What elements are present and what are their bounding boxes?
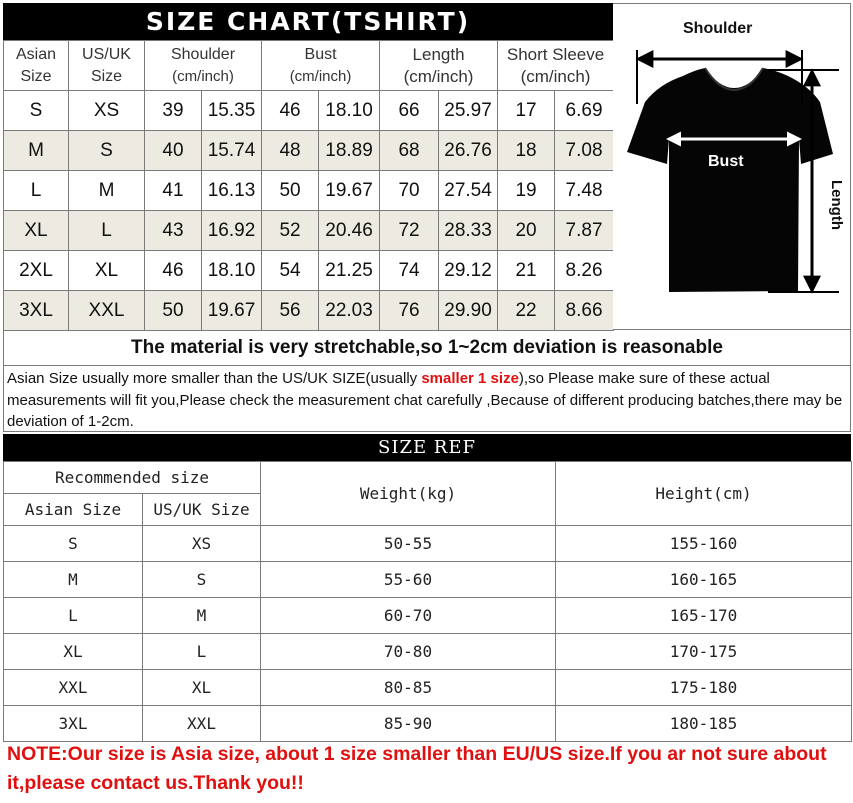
- ref-cell-weight: 55-60: [261, 562, 556, 598]
- cell-sleeve-in: 8.26: [555, 251, 614, 291]
- cell-bust-in: 19.67: [319, 171, 380, 211]
- cell-length-in: 29.90: [439, 291, 498, 331]
- size-chart-row: [4, 211, 614, 251]
- cell-shoulder-cm: 41: [145, 171, 202, 211]
- cell-bust-cm: 56: [262, 291, 319, 331]
- bust-label: Bust: [708, 153, 744, 170]
- cell-bust-cm: 46: [262, 91, 319, 131]
- cell-usuk: XXL: [69, 291, 145, 331]
- cell-sleeve-cm: 19: [498, 171, 555, 211]
- ref-cell-usuk: XL: [143, 670, 261, 706]
- cell-asian: L: [4, 171, 69, 211]
- header-us-uk-size: US/UK Size: [69, 41, 145, 91]
- size-ref-row: [4, 562, 852, 598]
- header-asian-size: Asian Size: [4, 41, 69, 91]
- height-header: Height(cm): [556, 462, 852, 526]
- ref-cell-weight: 85-90: [261, 706, 556, 742]
- size-chart-header-row: [4, 41, 614, 91]
- header-short-sleeve: Short Sleeve (cm/inch): [498, 41, 614, 91]
- size-chart-row: [4, 91, 614, 131]
- cell-bust-in: 20.46: [319, 211, 380, 251]
- cell-shoulder-cm: 39: [145, 91, 202, 131]
- ref-cell-asian: M: [4, 562, 143, 598]
- cell-bust-cm: 48: [262, 131, 319, 171]
- cell-bust-cm: 50: [262, 171, 319, 211]
- size-ref-header-row: [4, 462, 852, 494]
- ref-cell-weight: 50-55: [261, 526, 556, 562]
- cell-bust-in: 18.89: [319, 131, 380, 171]
- stretch-note: The material is very stretchable,so 1~2cm deviation is reasonable: [3, 330, 851, 366]
- size-ref-row: [4, 670, 852, 706]
- ref-cell-height: 155-160: [556, 526, 852, 562]
- ref-cell-asian: XL: [4, 634, 143, 670]
- cell-sleeve-in: 8.66: [555, 291, 614, 331]
- cell-length-in: 25.97: [439, 91, 498, 131]
- ref-cell-height: 175-180: [556, 670, 852, 706]
- cell-sleeve-cm: 22: [498, 291, 555, 331]
- cell-length-cm: 66: [380, 91, 439, 131]
- cell-shoulder-in: 19.67: [202, 291, 262, 331]
- cell-sleeve-cm: 18: [498, 131, 555, 171]
- ref-cell-asian: 3XL: [4, 706, 143, 742]
- ref-cell-height: 160-165: [556, 562, 852, 598]
- final-size-note: NOTE:Our size is Asia size, about 1 size smaller than EU/US size.If you ar not sure about it,please contact us.Thank you!!: [7, 743, 827, 794]
- recommended-size-header: Recommended size: [4, 462, 261, 494]
- length-label: Length: [828, 180, 845, 230]
- cell-sleeve-in: 7.08: [555, 131, 614, 171]
- size-ref-row: [4, 598, 852, 634]
- ref-cell-usuk: L: [143, 634, 261, 670]
- size-ref-row: [4, 526, 852, 562]
- tshirt-diagram: [613, 3, 851, 330]
- size-ref-table: [3, 461, 852, 742]
- ref-cell-asian: L: [4, 598, 143, 634]
- ref-us-uk-size-header: US/UK Size: [143, 494, 261, 526]
- size-chart-row: [4, 291, 614, 331]
- cell-length-cm: 76: [380, 291, 439, 331]
- cell-sleeve-in: 6.69: [555, 91, 614, 131]
- cell-asian: 3XL: [4, 291, 69, 331]
- header-shoulder: Shoulder (cm/inch): [145, 41, 262, 91]
- cell-sleeve-cm: 21: [498, 251, 555, 291]
- cell-usuk: XL: [69, 251, 145, 291]
- ref-cell-asian: S: [4, 526, 143, 562]
- size-ref-title: SIZE REF: [3, 434, 851, 461]
- ref-cell-asian: XXL: [4, 670, 143, 706]
- ref-cell-height: 170-175: [556, 634, 852, 670]
- cell-length-in: 28.33: [439, 211, 498, 251]
- cell-shoulder-cm: 50: [145, 291, 202, 331]
- header-length: Length (cm/inch): [380, 41, 498, 91]
- size-ref-row: [4, 706, 852, 742]
- cell-usuk: M: [69, 171, 145, 211]
- cell-bust-cm: 54: [262, 251, 319, 291]
- cell-shoulder-in: 16.13: [202, 171, 262, 211]
- cell-sleeve-in: 7.87: [555, 211, 614, 251]
- ref-cell-usuk: XS: [143, 526, 261, 562]
- cell-bust-cm: 52: [262, 211, 319, 251]
- cell-bust-in: 18.10: [319, 91, 380, 131]
- size-chart-row: [4, 131, 614, 171]
- ref-cell-weight: 80-85: [261, 670, 556, 706]
- weight-header: Weight(kg): [261, 462, 556, 526]
- cell-asian: XL: [4, 211, 69, 251]
- ref-cell-weight: 60-70: [261, 598, 556, 634]
- size-chart-row: [4, 171, 614, 211]
- size-ref-row: [4, 634, 852, 670]
- cell-usuk: L: [69, 211, 145, 251]
- cell-shoulder-in: 15.74: [202, 131, 262, 171]
- cell-sleeve-cm: 17: [498, 91, 555, 131]
- cell-sleeve-cm: 20: [498, 211, 555, 251]
- ref-cell-height: 180-185: [556, 706, 852, 742]
- ref-asian-size-header: Asian Size: [4, 494, 143, 526]
- cell-bust-in: 22.03: [319, 291, 380, 331]
- cell-shoulder-cm: 46: [145, 251, 202, 291]
- cell-shoulder-in: 15.35: [202, 91, 262, 131]
- cell-usuk: S: [69, 131, 145, 171]
- cell-length-cm: 74: [380, 251, 439, 291]
- cell-length-cm: 72: [380, 211, 439, 251]
- cell-shoulder-cm: 43: [145, 211, 202, 251]
- shoulder-label: Shoulder: [683, 20, 753, 37]
- smaller-size-highlight: smaller 1 size: [421, 370, 519, 387]
- cell-length-in: 27.54: [439, 171, 498, 211]
- size-chart-row: [4, 251, 614, 291]
- cell-bust-in: 21.25: [319, 251, 380, 291]
- ref-cell-height: 165-170: [556, 598, 852, 634]
- cell-length-cm: 68: [380, 131, 439, 171]
- cell-shoulder-in: 18.10: [202, 251, 262, 291]
- cell-length-in: 29.12: [439, 251, 498, 291]
- cell-length-cm: 70: [380, 171, 439, 211]
- size-chart-table: [3, 40, 614, 331]
- cell-asian: S: [4, 91, 69, 131]
- ref-cell-weight: 70-80: [261, 634, 556, 670]
- cell-asian: M: [4, 131, 69, 171]
- cell-shoulder-in: 16.92: [202, 211, 262, 251]
- cell-asian: 2XL: [4, 251, 69, 291]
- cell-shoulder-cm: 40: [145, 131, 202, 171]
- ref-cell-usuk: M: [143, 598, 261, 634]
- cell-length-in: 26.76: [439, 131, 498, 171]
- asian-size-note: Asian Size usually more smaller than the US/UK SIZE(usually smaller 1 size),so Please make sure of these actual measurements will fit you,Please check the measurement chat carefully ,Because of different producing batches,there may be deviation of 1-2cm.: [3, 366, 851, 432]
- cell-usuk: XS: [69, 91, 145, 131]
- header-bust: Bust (cm/inch): [262, 41, 380, 91]
- ref-cell-usuk: XXL: [143, 706, 261, 742]
- ref-cell-usuk: S: [143, 562, 261, 598]
- size-chart-title: SIZE CHART(TSHIRT): [3, 3, 613, 40]
- cell-sleeve-in: 7.48: [555, 171, 614, 211]
